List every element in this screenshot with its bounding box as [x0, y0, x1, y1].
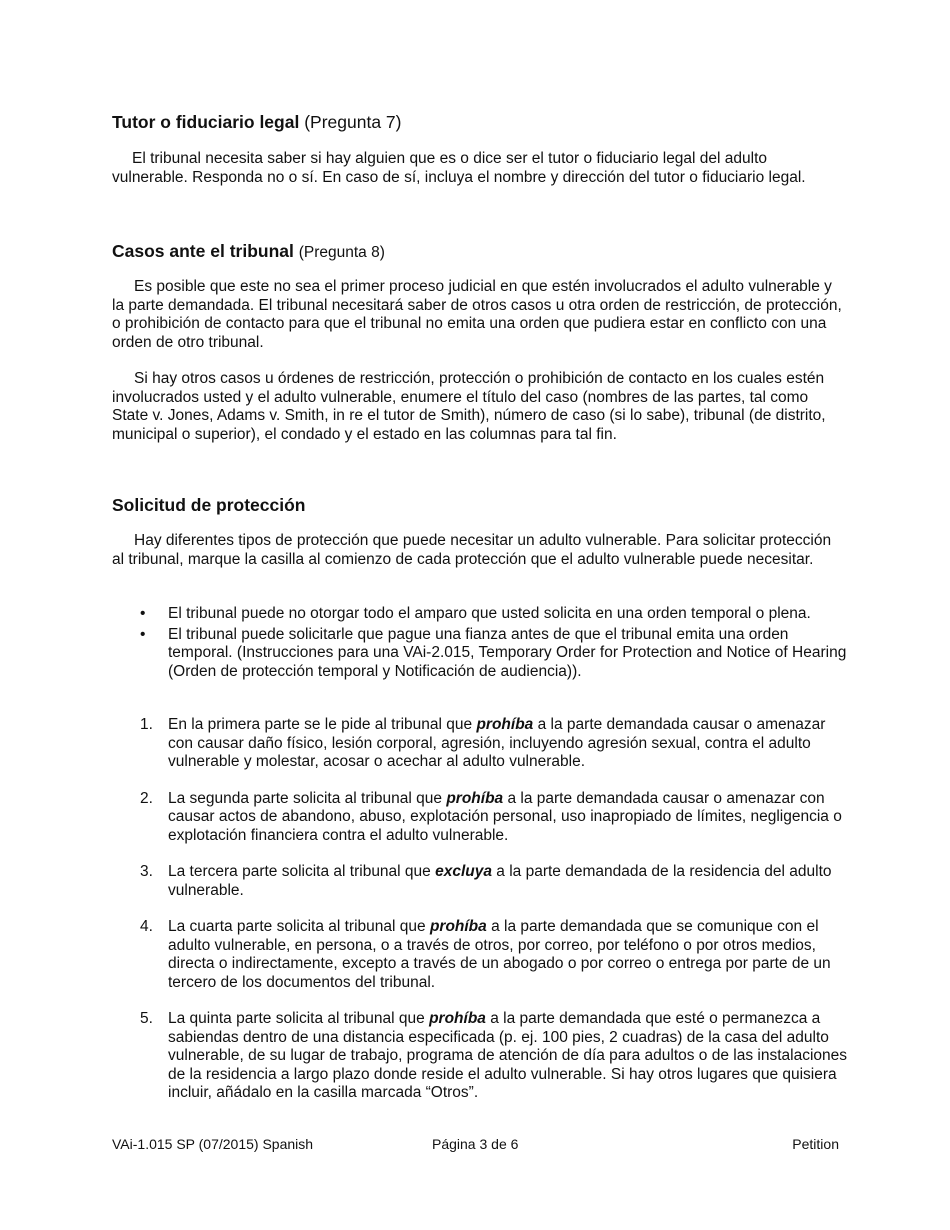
numbered-list	[112, 716, 847, 1121]
item-text: a la parte demandada causar o amenazar con causar actos de abandono, abuso, explotación personal, uso inapropiado de límites, negligencia o explotación financiera contra el adulto vulnerable.	[168, 789, 842, 844]
item-keyword: prohíba	[476, 716, 534, 733]
item-number: 1.	[140, 716, 153, 733]
item-text: La quinta parte solicita al tribunal que	[168, 1010, 430, 1027]
item-text: La cuarta parte solicita al tribunal que	[168, 918, 430, 935]
item-keyword: prohíba	[446, 789, 504, 807]
item-keyword: prohíba	[429, 918, 487, 935]
numbered-item	[112, 790, 847, 846]
numbered-item	[112, 918, 847, 992]
paragraph-protection-request: Hay diferentes tipos de protección que puede necesitar un adulto vulnerable. Para solicitar protección al tribunal, marque la casilla al comienzo de cada protección que el adulto vulnerable puede necesitar.	[112, 532, 832, 568]
footer-form-id: VAi-1.015 SP (07/2015) Spanish	[112, 1136, 314, 1152]
item-text: En la primera parte se le pide al tribunal que	[168, 716, 477, 733]
item-number: 2.	[140, 789, 153, 807]
section-heading-court-cases	[112, 240, 385, 264]
section-heading-guardian	[112, 111, 401, 133]
item-keyword: prohíba	[429, 1010, 486, 1027]
heading-note: (Pregunta 7)	[304, 112, 402, 132]
section-heading-protection-request: Solicitud de protección	[112, 495, 306, 515]
item-text: a la parte demandada que se comunique con el adulto vulnerable, en persona, o a través de otros, por correo, por teléfono o por otros medios, directa o indirectamente, excepto a través de un abogado o por correo o entrega por parte de un tercero de los documentos del tribunal.	[168, 918, 831, 991]
item-number: 3.	[140, 863, 153, 880]
numbered-item	[112, 716, 847, 772]
bullet-item: • El tribunal puede solicitarle que pague una fianza antes de que el tribunal emita una orden temporal. (Instrucciones para una VAi-2.015, Temporary Order for Protection and Notice of Hearing (Orden de protección temporal y Notificación de audiencia)).	[112, 626, 847, 682]
item-text: a la parte demandada causar o amenazar con causar daño físico, lesión corporal, agresión, incluyendo agresión sexual, contra el adulto vulnerable y molestar, acosar o acechar al adulto vulnerable.	[168, 716, 826, 770]
item-text: La segunda parte solicita al tribunal que	[168, 789, 447, 807]
item-keyword: excluya	[435, 863, 492, 880]
heading-text: Tutor o fiduciario legal	[112, 112, 300, 132]
item-text: a la parte demandada que esté o permanezca a sabiendas dentro de una distancia especificada (p. ej. 100 pies, 2 cuadras) de la casa del adulto vulnerable, de su lugar de trabajo, programa de atención de día para adultos o de las instalaciones de la residencia a largo plazo donde reside el adulto vulnerable. Si hay otros lugares que quisiera incluir, añádalo en la casilla marcada “Otros”.	[168, 1010, 848, 1101]
footer-page-number: Página 3 de 6	[432, 1136, 519, 1152]
bullet-list	[112, 605, 847, 683]
item-number: 4.	[140, 918, 153, 935]
footer-title: Petition	[792, 1136, 839, 1152]
paragraph-court-cases-2: Si hay otros casos u órdenes de restricción, protección o prohibición de contacto en los cuales estén involucrados usted y el adulto vulnerable, enumere el título del caso (nombres de las partes, tal como State v. Jones, Adams v. Smith, in re el tutor de Smith), número de caso (si lo sabe), tribunal (de distrito, municipal o superior), el condado y el estado en las columnas para tal fin.	[112, 370, 826, 443]
numbered-item	[112, 1010, 847, 1103]
paragraph-guardian: El tribunal necesita saber si hay alguien que es o dice ser el tutor o fiduciario legal del adulto vulnerable. Responda no o sí. En caso de sí, incluya el nombre y dirección del tutor o fiduciario legal.	[112, 150, 806, 186]
heading-note: (Pregunta 8)	[298, 244, 385, 261]
numbered-item	[112, 863, 847, 900]
paragraph-court-cases-1: Es posible que este no sea el primer proceso judicial en que estén involucrados el adulto vulnerable y la parte demandada. El tribunal necesitará saber de otros casos u otra orden de restricción, de protección, o prohibición de contacto para que el tribunal no emita una orden que pudiera estar en conflicto con una orden de otro tribunal.	[112, 278, 842, 351]
bullet-item: • El tribunal puede no otorgar todo el amparo que usted solicita en una orden temporal o plena.	[112, 605, 847, 624]
item-text: La tercera parte solicita al tribunal que	[168, 863, 436, 880]
item-number: 5.	[140, 1010, 153, 1027]
heading-text: Casos ante el tribunal	[112, 241, 294, 261]
item-text: a la parte demandada de la residencia del adulto vulnerable.	[168, 863, 832, 899]
